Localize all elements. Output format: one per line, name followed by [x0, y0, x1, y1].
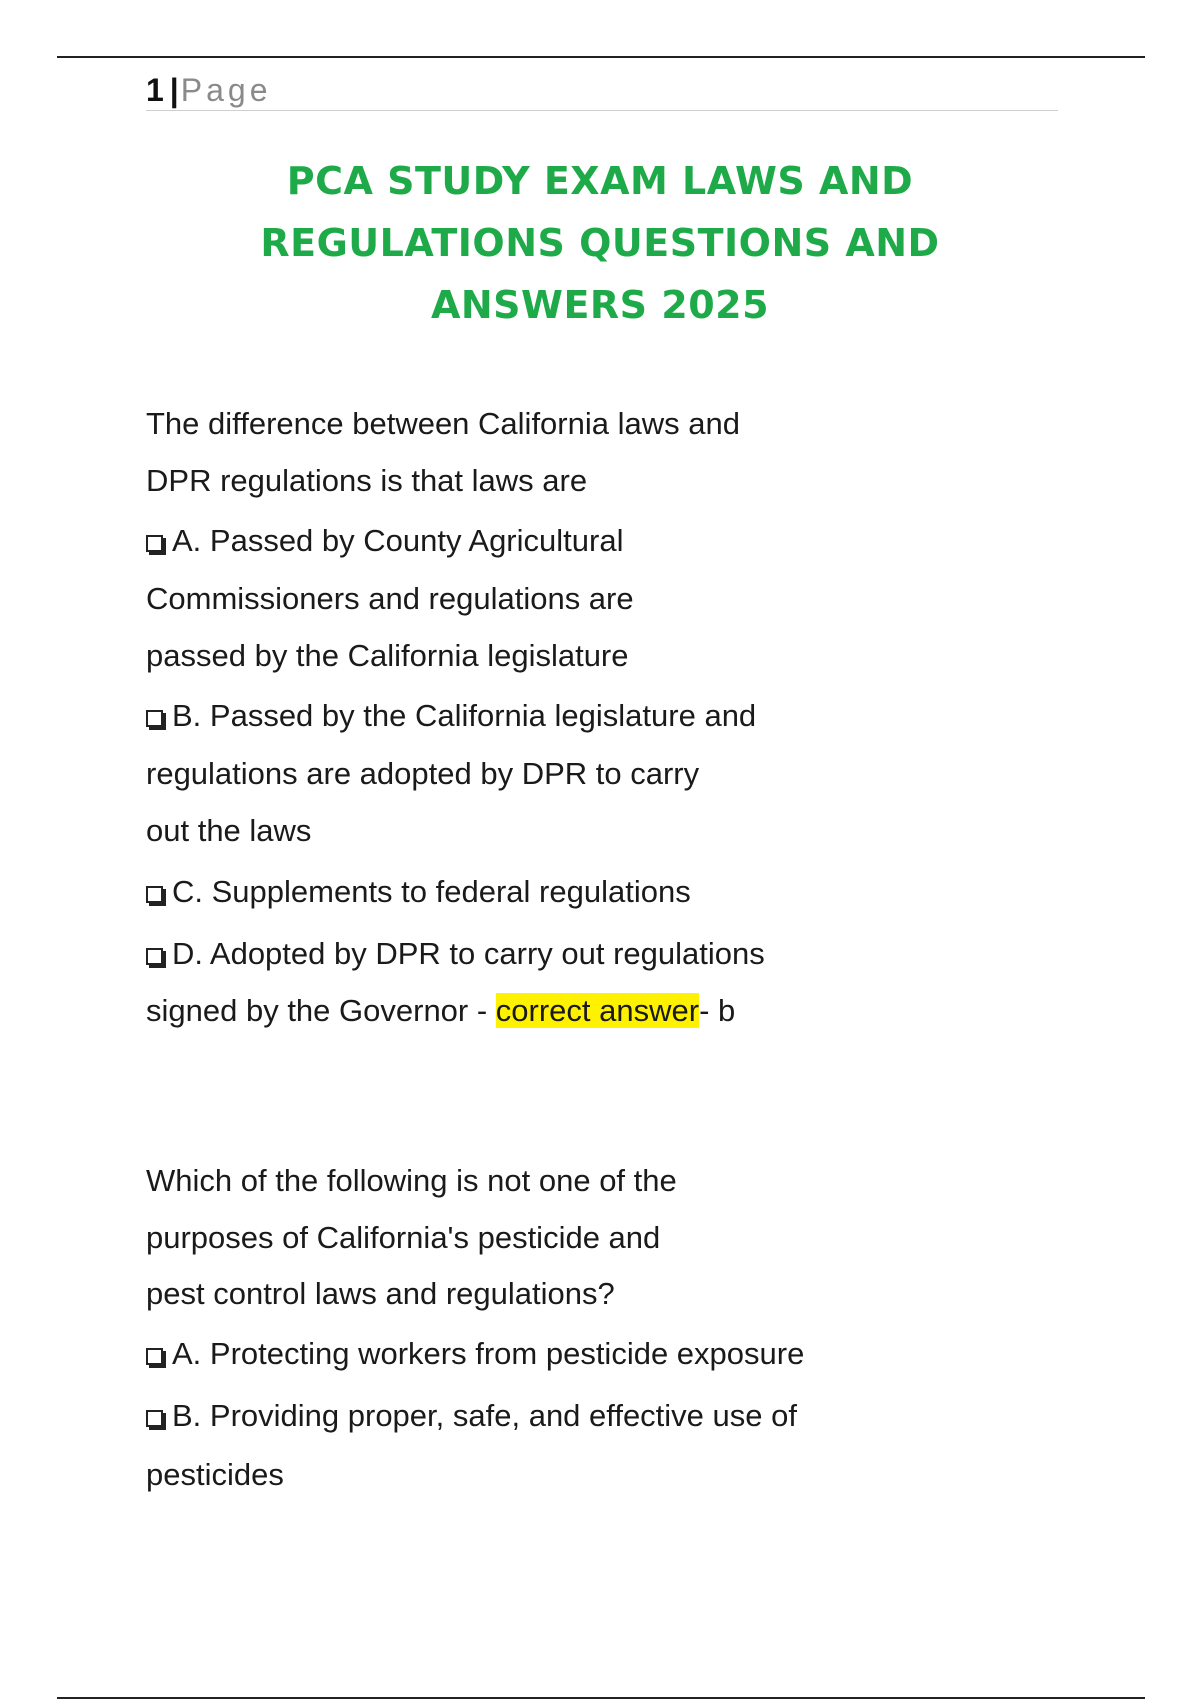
q2-stem-line-2: purposes of California's pesticide and	[146, 1220, 661, 1255]
q1-option-b-line-1: B. Passed by the California legislature and	[172, 698, 757, 733]
q1-option-a-line-2: Commissioners and regulations are	[146, 581, 634, 616]
checkbox-icon	[146, 535, 163, 552]
q2-stem-line-1: Which of the following is not one of the	[146, 1163, 677, 1198]
checkbox-icon	[146, 948, 163, 965]
q1-option-b-line-2: regulations are adopted by DPR to carry	[146, 756, 700, 791]
q1-option-c	[146, 872, 691, 912]
q2-stem-line-3: pest control laws and regulations?	[146, 1276, 615, 1311]
top-rule	[57, 56, 1145, 58]
q1-option-d-line-2-text: signed by the Governor -	[146, 993, 496, 1028]
q1-stem-line-2: DPR regulations is that laws are	[146, 463, 588, 498]
page-number: 1	[146, 72, 164, 108]
q2-option-a	[146, 1334, 804, 1374]
page-header	[146, 70, 1058, 111]
correct-answer-letter: - b	[699, 993, 736, 1028]
q1-option-b-line-3: out the laws	[146, 813, 312, 848]
q2-option-b-line-2: pesticides	[146, 1457, 284, 1492]
title-line-3: ANSWERS 2025	[430, 283, 770, 327]
page-label: Page	[180, 72, 272, 108]
q1-option-a	[146, 521, 623, 561]
q1-option-a-line-3: passed by the California legislature	[146, 638, 629, 673]
title-line-1: PCA STUDY EXAM LAWS AND	[286, 159, 914, 203]
q2-option-b	[146, 1396, 797, 1436]
q1-option-d-line-2	[146, 991, 735, 1031]
q2-option-a-line-1: A. Protecting workers from pesticide exposure	[172, 1336, 805, 1371]
checkbox-icon	[146, 710, 163, 727]
q1-option-d	[146, 934, 765, 974]
checkbox-icon	[146, 886, 163, 903]
q2-option-b-line-1: B. Providing proper, safe, and effective use of	[172, 1398, 797, 1433]
title-line-2: REGULATIONS QUESTIONS AND	[260, 221, 940, 265]
q1-option-b	[146, 696, 756, 736]
correct-answer-highlight: correct answer	[495, 993, 700, 1028]
q1-option-d-line-1: D. Adopted by DPR to carry out regulations	[172, 936, 765, 971]
document-title	[100, 150, 1100, 336]
page-separator: |	[169, 72, 179, 108]
checkbox-icon	[146, 1348, 163, 1365]
checkbox-icon	[146, 1410, 163, 1427]
q1-option-a-line-1: A. Passed by County Agricultural	[172, 523, 624, 558]
q1-option-c-line-1: C. Supplements to federal regulations	[172, 874, 691, 909]
q1-stem-line-1: The difference between California laws and	[146, 406, 740, 441]
bottom-rule	[57, 1697, 1145, 1699]
